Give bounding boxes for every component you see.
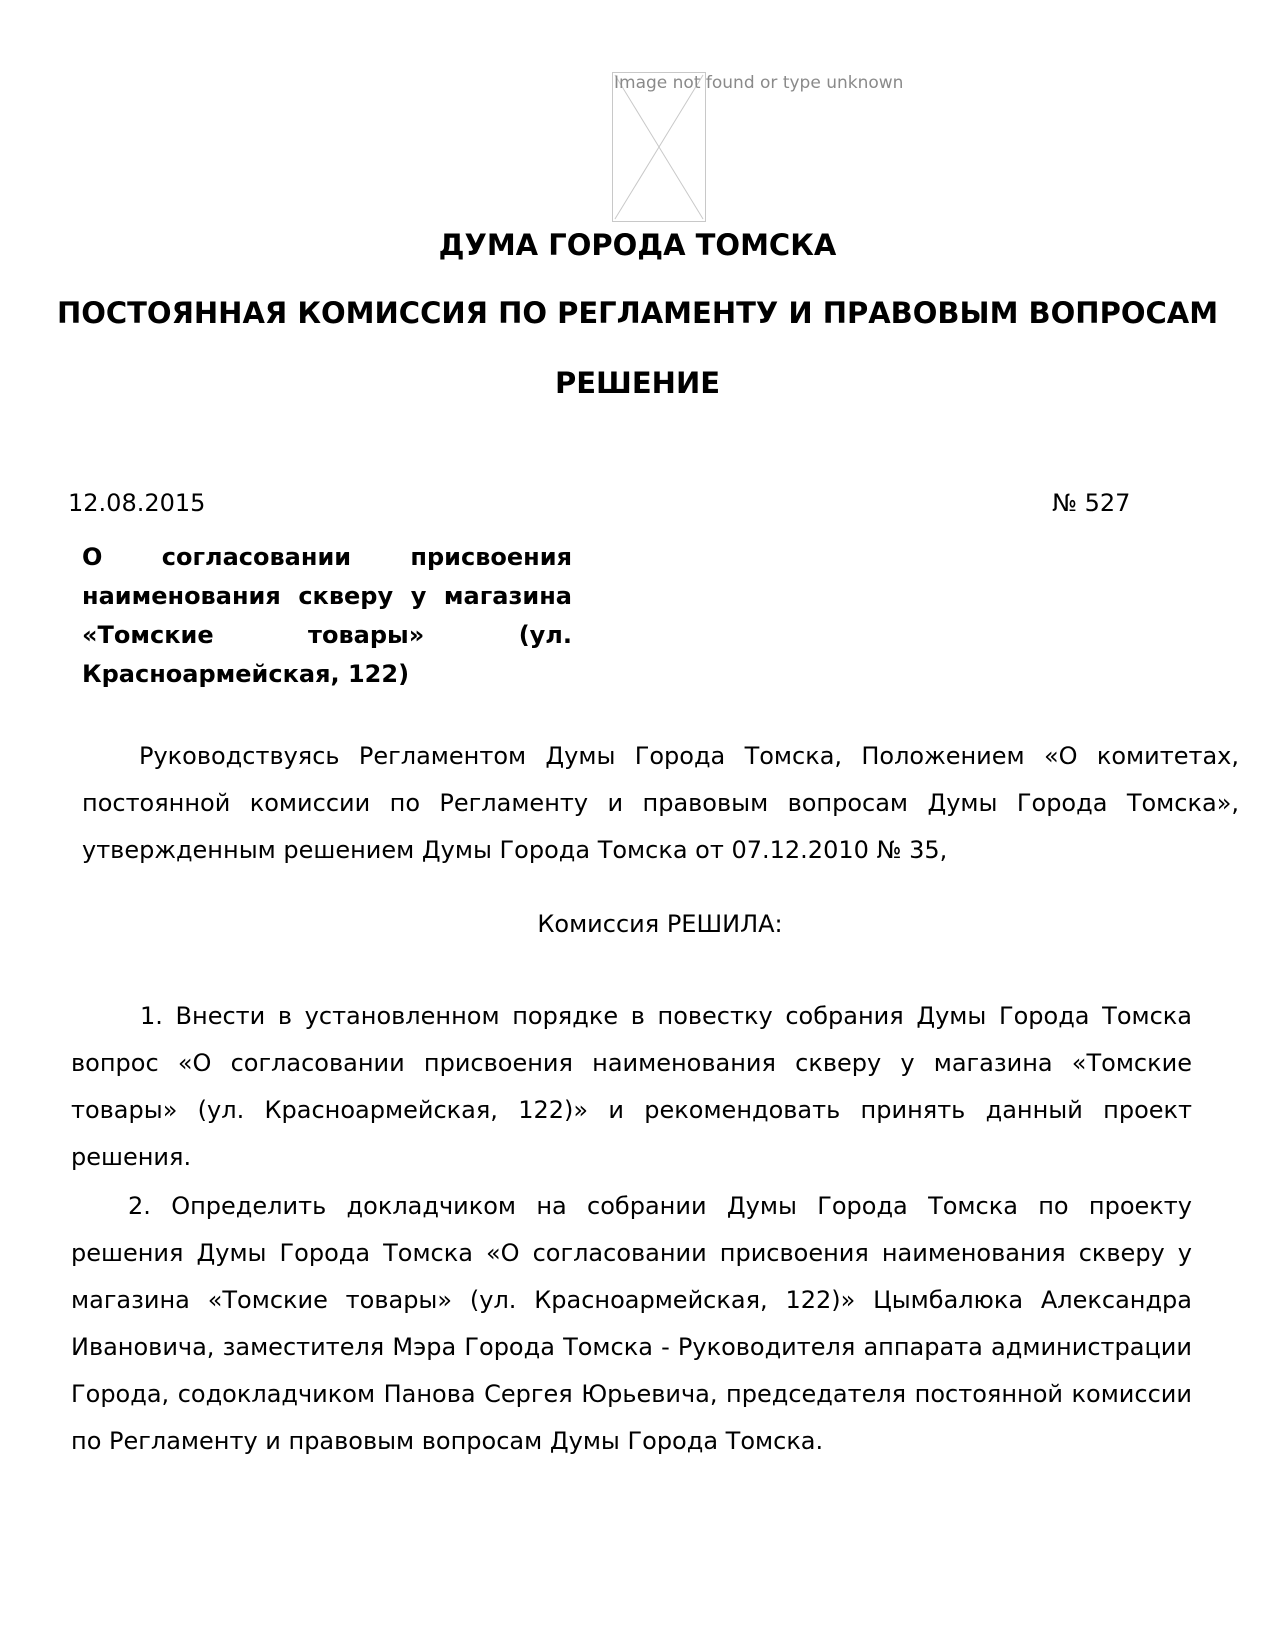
broken-image-icon	[612, 72, 706, 222]
document-type: РЕШЕНИЕ	[554, 366, 721, 400]
image-alt-text: Image not found or type unknown	[614, 73, 904, 93]
decision-item-2: 2. Определить докладчиком на собрании Думы Города Томска по проекту решения Думы Города Томска «О согласовании присвоения наименования скверу у магазина «Томские товары» (ул. Красноармейская, 122)» Цымбалюка Александра Ивановича, заместителя Мэра Города Томска - Руководителя аппарата администрации Города, содокладчиком Панова Сергея Юрьевича, председателя постоянной комиссии по Регламенту и правовым вопросам Думы Города Томска.	[71, 1192, 1192, 1455]
decision-heading: Комиссия РЕШИЛА:	[537, 910, 783, 938]
decision-item-1: 1. Внести в установленном порядке в повестку собрания Думы Города Томска вопрос «О согласовании присвоения наименования скверу у магазина «Томские товары» (ул. Красноармейская, 122)» и рекомендовать принять данный проект решения.	[71, 1002, 1192, 1171]
document-number: № 527	[1052, 489, 1131, 517]
organization-title: ДУМА ГОРОДА ТОМСКА	[438, 228, 837, 262]
document-subject: О согласовании присвоения наименования скверу у магазина «Томские товары» (ул. Красноармейская, 122)	[82, 543, 572, 688]
preamble-paragraph: Руководствуясь Регламентом Думы Города Томска, Положением «О комитетах, постоянной комиссии по Регламенту и правовым вопросам Думы Города Томска», утвержденным решением Думы Города Томска от 07.12.2010 № 35,	[82, 742, 1239, 864]
document-date: 12.08.2015	[68, 489, 206, 517]
commission-title: ПОСТОЯННАЯ КОМИССИЯ ПО РЕГЛАМЕНТУ И ПРАВОВЫМ ВОПРОСАМ	[56, 296, 1219, 330]
